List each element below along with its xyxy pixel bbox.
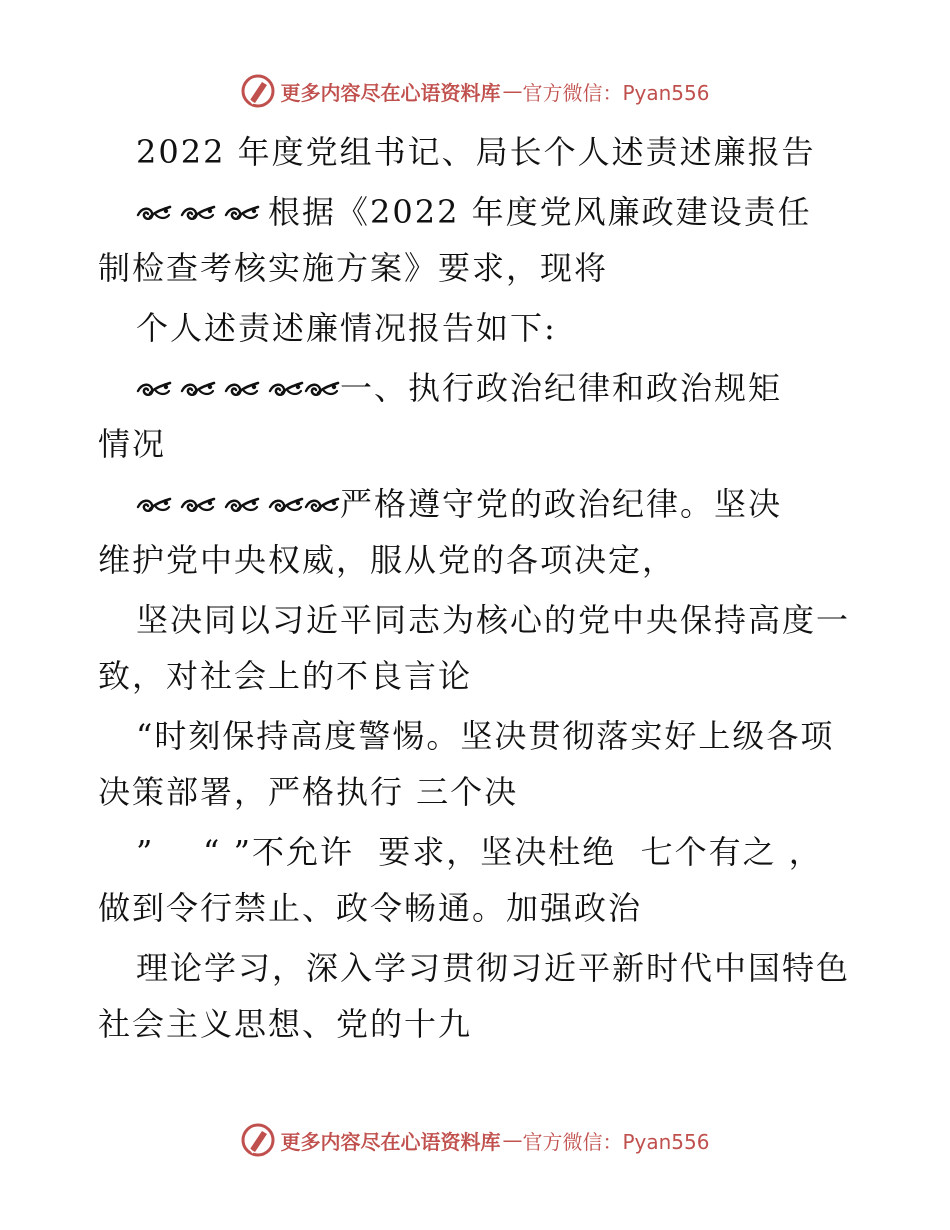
fleuron-ornament-icon [224, 377, 260, 401]
paragraph-text: 根据《2022 年度党风廉政建设责任 [268, 193, 812, 231]
fleuron-ornament-icon [268, 493, 304, 517]
banner-dash: — [502, 1128, 521, 1152]
header-banner [0, 73, 950, 109]
fleuron-ornament-icon [136, 377, 172, 401]
section-heading-1-line-1 [98, 360, 858, 416]
heading-text: 一、执行政治纪律和政治规矩 [340, 369, 783, 407]
paragraph-6-line-2: 做到令行禁止、政令畅通。加强政治 [98, 889, 643, 927]
paragraph-6-line-1: ” “ ”不允许 要求，坚决杜绝 七个有之 ， [136, 833, 823, 871]
banner-site-text: 更多内容尽在心语资料库 [280, 1129, 501, 1154]
banner-wechat-text: 官方微信：Pyan556 [522, 80, 710, 105]
section-heading-1-line-2: 情况 [98, 425, 167, 463]
paragraph-text: 严格遵守党的政治纪律。坚决 [340, 485, 783, 523]
fleuron-ornament-icon [304, 493, 340, 517]
paragraph-4-line-2: 致，对社会上的不良言论 [98, 657, 473, 695]
fleuron-ornament-icon [180, 201, 216, 225]
fleuron-ornament-icon [136, 493, 172, 517]
banner-site-text: 更多内容尽在心语资料库 [280, 80, 501, 105]
fleuron-ornament-icon [180, 493, 216, 517]
paragraph-7-line-1: 理论学习，深入学习贯彻习近平新时代中国特色 [136, 949, 851, 987]
paragraph-4-line-1: 坚决同以习近平同志为核心的党中央保持高度一 [136, 601, 851, 639]
paragraph-7-line-2: 社会主义思想、党的十九 [98, 1005, 473, 1043]
fleuron-ornament-icon [268, 377, 304, 401]
fleuron-ornament-icon [224, 493, 260, 517]
document-body [98, 124, 858, 1052]
paragraph-1-line-2: 制检查考核实施方案》要求，现将 [98, 249, 609, 287]
paragraph-5-line-2: 决策部署，严格执行 三个决 [98, 773, 519, 811]
pen-logo-icon [240, 73, 276, 109]
fleuron-ornament-icon [180, 377, 216, 401]
paragraph-5-line-1: “时刻保持高度警惕。坚决贯彻落实好上级各项 [136, 717, 835, 755]
fleuron-ornament-icon [224, 201, 260, 225]
fleuron-ornament-icon [136, 201, 172, 225]
footer-banner [0, 1122, 950, 1158]
banner-wechat-text: 官方微信：Pyan556 [522, 1129, 710, 1154]
paragraph-2-line-1: 个人述责述廉情况报告如下: [136, 309, 557, 347]
banner-dash: — [502, 79, 521, 103]
pen-logo-icon [240, 1122, 276, 1158]
fleuron-ornament-icon [304, 377, 340, 401]
paragraph-3-line-1 [98, 476, 858, 532]
document-title: 2022 年度党组书记、局长个人述责述廉报告 [136, 133, 816, 171]
paragraph-3-line-2: 维护党中央权威，服从党的各项决定， [98, 541, 677, 579]
paragraph-1-line-1 [98, 184, 858, 240]
